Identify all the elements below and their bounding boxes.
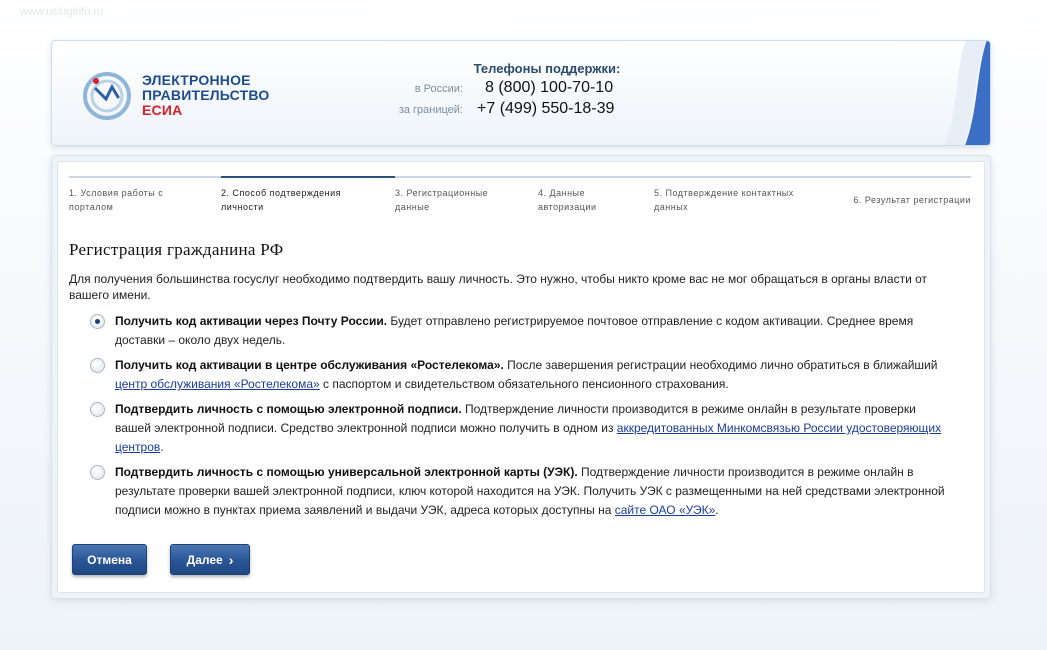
option-title: Подтвердить личность с помощью универсальной электронной карты (УЭК). xyxy=(115,465,578,479)
option-title: Получить код активации через Почту России. xyxy=(115,314,388,328)
phone-row-abroad xyxy=(392,100,692,118)
phone-label: за границей: xyxy=(398,104,463,116)
option-text: . xyxy=(160,440,164,454)
support-phones xyxy=(392,61,692,118)
accredited-centers-link[interactable]: аккредитованных Минкомсвязью России удостоверяющих центров xyxy=(115,421,942,454)
russian-flag-decoration xyxy=(910,40,991,146)
rostelecom-center-link[interactable]: центр обслуживания «Ростелекома» xyxy=(115,377,320,391)
option-title: Получить код активации в центре обслуживания «Ростелекома». xyxy=(115,358,504,372)
option-uek[interactable] xyxy=(90,463,950,520)
option-text: с паспортом и свидетельством обязательного пенсионного страхования. xyxy=(323,377,729,391)
logo-line-2: ПРАВИТЕЛЬСТВО xyxy=(142,87,270,103)
step-6: 6. Результат регистрации xyxy=(842,176,971,226)
phone-number: 8 (800) 100-70-10 xyxy=(485,79,614,96)
logo-text[interactable] xyxy=(142,73,269,118)
cancel-button[interactable] xyxy=(72,544,147,575)
option-post[interactable] xyxy=(90,312,950,350)
registration-panel xyxy=(51,155,991,599)
option-text: После завершения регистрации необходимо лично обратиться в ближайший xyxy=(507,358,938,372)
cancel-button-label: Отмена xyxy=(87,552,132,567)
option-rostelecom[interactable] xyxy=(90,356,950,394)
option-text: . xyxy=(715,503,719,517)
support-title: Телефоны поддержки: xyxy=(473,61,621,76)
phone-label: в России: xyxy=(414,83,463,95)
radio-rostelecom[interactable] xyxy=(90,358,105,373)
radio-uek[interactable] xyxy=(90,465,105,480)
page-title: Регистрация гражданина РФ xyxy=(69,240,284,259)
step-progress xyxy=(69,176,971,226)
option-text: Подтверждение личности производится в режиме онлайн в результате проверки вашей электронной подписи. Средство электронной подписи можно получить в одном из xyxy=(115,402,916,435)
gosuslugi-emblem-icon xyxy=(82,69,132,121)
site-header xyxy=(51,40,991,146)
radio-e-signature[interactable] xyxy=(90,402,105,417)
step-1: 1. Условия работы с порталом xyxy=(69,176,221,226)
registration-panel-inner xyxy=(57,161,985,593)
next-button-label: Далее xyxy=(186,552,223,567)
phone-number: +7 (499) 550-18-39 xyxy=(477,100,615,117)
phone-row-russia xyxy=(392,79,692,97)
uek-site-link[interactable]: сайте ОАО «УЭК» xyxy=(614,503,716,517)
form-buttons xyxy=(72,544,250,575)
option-text: Подтверждение личности производится в режиме онлайн в результате проверки вашей электронной подписи, ключ которой находится на УЭК. Получить УЭК с размещенными на ней средствами электронной подписи можно в пунктах приема заявлений и выдачи УЭК, адреса которых доступны на xyxy=(115,465,945,517)
intro-text: Для получения большинства госуслуг необходимо подтвердить вашу личность. Это нужно, чтобы никто кроме вас не мог обращаться в органы власти от вашего имени. xyxy=(69,272,928,302)
option-e-signature[interactable] xyxy=(90,400,950,457)
watermark: www.usluginfo.ru xyxy=(20,6,104,18)
step-3: 3. Регистрационные данные xyxy=(395,176,538,226)
step-5: 5. Подтверждение контактных данных xyxy=(654,176,842,226)
next-button[interactable] xyxy=(170,544,250,575)
option-text: Будет отправлено регистрируемое почтовое отправление с кодом активации. Среднее время доставки – около двух недель. xyxy=(115,314,914,347)
chevron-right-icon: › xyxy=(228,551,234,568)
step-4: 4. Данные авторизации xyxy=(538,176,654,226)
logo-line-esia: ЕСИА xyxy=(142,102,183,118)
step-2-active: 2. Способ подтверждения личности xyxy=(221,176,395,226)
verification-options xyxy=(90,312,950,520)
option-title: Подтвердить личность с помощью электронной подписи. xyxy=(115,402,462,416)
radio-post[interactable] xyxy=(90,314,105,329)
logo-line-1: ЭЛЕКТРОННОЕ xyxy=(142,72,251,88)
